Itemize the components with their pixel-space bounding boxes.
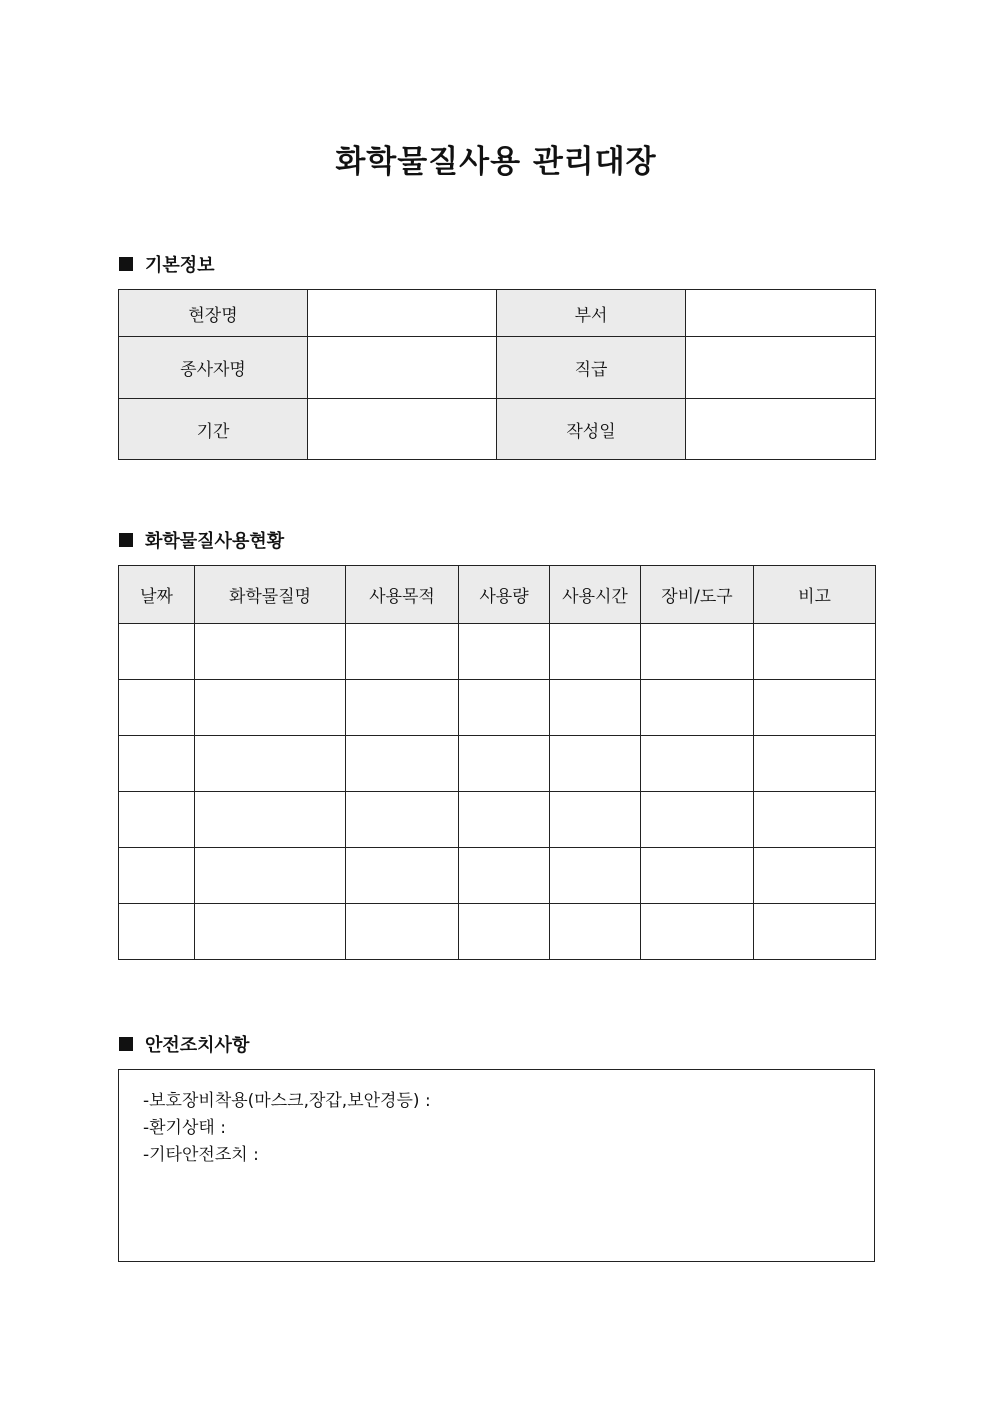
cell-usage-time[interactable] [550, 624, 641, 680]
cell-date[interactable] [119, 736, 195, 792]
column-header-equipment: 장비/도구 [641, 566, 754, 624]
table-row [119, 792, 876, 848]
cell-date[interactable] [119, 848, 195, 904]
cell-equipment[interactable] [641, 848, 754, 904]
basic-info-heading-text: 기본정보 [145, 255, 215, 276]
basic-info-heading [119, 251, 215, 277]
table-row [119, 904, 876, 960]
date-written-label: 작성일 [497, 399, 686, 460]
cell-date[interactable] [119, 624, 195, 680]
column-header-remarks: 비고 [754, 566, 876, 624]
cell-date[interactable] [119, 792, 195, 848]
position-label: 직급 [497, 337, 686, 399]
cell-chemical-name[interactable] [195, 904, 346, 960]
chem-usage-header-row [119, 566, 876, 624]
column-header-purpose: 사용목적 [346, 566, 459, 624]
date-written-field[interactable] [686, 399, 876, 460]
period-field[interactable] [308, 399, 497, 460]
basic-info-row [119, 399, 876, 460]
column-header-chemical-name: 화학물질명 [195, 566, 346, 624]
safety-line-other-measures: -기타안전조치 : [143, 1145, 259, 1165]
cell-usage-time[interactable] [550, 848, 641, 904]
cell-purpose[interactable] [346, 792, 459, 848]
cell-usage-time[interactable] [550, 736, 641, 792]
safety-line-ventilation: -환기상태 : [143, 1118, 226, 1138]
cell-purpose[interactable] [346, 736, 459, 792]
cell-chemical-name[interactable] [195, 736, 346, 792]
chem-usage-heading-text: 화학물질사용현황 [145, 531, 285, 552]
cell-usage-time[interactable] [550, 792, 641, 848]
safety-heading-text: 안전조치사항 [145, 1035, 250, 1056]
cell-chemical-name[interactable] [195, 792, 346, 848]
table-row [119, 680, 876, 736]
chem-usage-table [118, 565, 876, 960]
worker-name-label: 종사자명 [119, 337, 308, 399]
table-row [119, 624, 876, 680]
cell-amount[interactable] [459, 736, 550, 792]
position-field[interactable] [686, 337, 876, 399]
cell-purpose[interactable] [346, 624, 459, 680]
cell-amount[interactable] [459, 792, 550, 848]
cell-equipment[interactable] [641, 792, 754, 848]
department-field[interactable] [686, 290, 876, 337]
cell-usage-time[interactable] [550, 680, 641, 736]
cell-amount[interactable] [459, 680, 550, 736]
cell-remarks[interactable] [754, 736, 876, 792]
cell-chemical-name[interactable] [195, 624, 346, 680]
column-header-usage-time: 사용시간 [550, 566, 641, 624]
cell-equipment[interactable] [641, 736, 754, 792]
cell-amount[interactable] [459, 624, 550, 680]
cell-remarks[interactable] [754, 792, 876, 848]
cell-remarks[interactable] [754, 680, 876, 736]
column-header-amount: 사용량 [459, 566, 550, 624]
cell-equipment[interactable] [641, 624, 754, 680]
cell-date[interactable] [119, 680, 195, 736]
cell-equipment[interactable] [641, 680, 754, 736]
chem-usage-body [119, 624, 876, 960]
page-title: 화학물질사용 관리대장 [335, 144, 657, 180]
column-header-date: 날짜 [119, 566, 195, 624]
basic-info-row [119, 290, 876, 337]
safety-measures-box[interactable] [118, 1069, 875, 1262]
chem-usage-heading [119, 527, 284, 553]
safety-measures-lines [143, 1088, 431, 1169]
table-row [119, 848, 876, 904]
safety-line-protective-gear: -보호장비착용(마스크,장갑,보안경등) : [143, 1091, 431, 1111]
basic-info-row [119, 337, 876, 399]
black-square-icon [119, 1037, 133, 1051]
table-row [119, 736, 876, 792]
period-label: 기간 [119, 399, 308, 460]
cell-chemical-name[interactable] [195, 680, 346, 736]
cell-usage-time[interactable] [550, 904, 641, 960]
site-name-label: 현장명 [119, 290, 308, 337]
cell-purpose[interactable] [346, 848, 459, 904]
black-square-icon [119, 533, 133, 547]
cell-date[interactable] [119, 904, 195, 960]
department-label: 부서 [497, 290, 686, 337]
cell-amount[interactable] [459, 904, 550, 960]
cell-remarks[interactable] [754, 624, 876, 680]
cell-remarks[interactable] [754, 848, 876, 904]
site-name-field[interactable] [308, 290, 497, 337]
cell-purpose[interactable] [346, 904, 459, 960]
black-square-icon [119, 257, 133, 271]
cell-chemical-name[interactable] [195, 848, 346, 904]
cell-equipment[interactable] [641, 904, 754, 960]
basic-info-table [118, 289, 876, 460]
cell-remarks[interactable] [754, 904, 876, 960]
cell-amount[interactable] [459, 848, 550, 904]
worker-name-field[interactable] [308, 337, 497, 399]
cell-purpose[interactable] [346, 680, 459, 736]
safety-heading [119, 1031, 249, 1057]
